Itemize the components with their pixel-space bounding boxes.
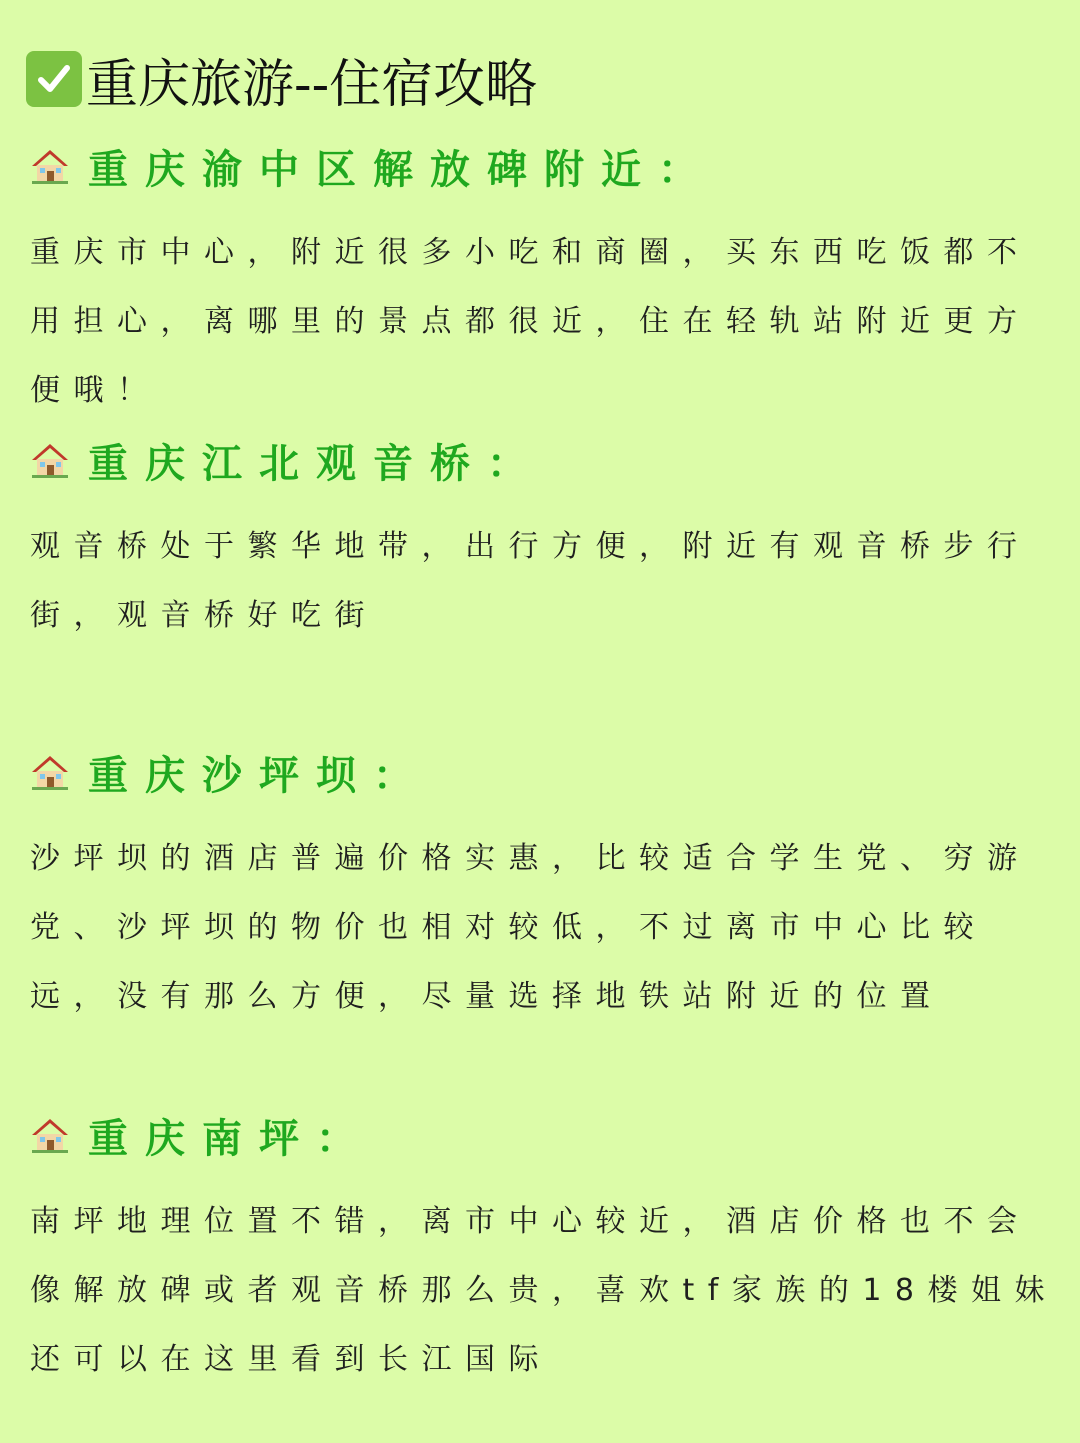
check-mark-button-icon xyxy=(26,51,82,107)
section-heading-row xyxy=(30,430,1060,490)
section-body: 南坪地理位置不错，离市中心较近，酒店价格也不会像解放碑或者观音桥那么贵，喜欢tf家族的18楼姐妹还可以在这里看到长江国际 xyxy=(30,1204,1058,1377)
section-body: 重庆市中心，附近很多小吃和商圈，买东西吃饭都不用担心，离哪里的景点都很近，住在轻轨站附近更方便哦！ xyxy=(30,235,1031,408)
section-jiefangbei xyxy=(30,136,1060,425)
house-icon xyxy=(30,440,70,480)
section-heading-row xyxy=(30,1105,1060,1165)
section-nanping xyxy=(30,1105,1060,1394)
section-heading-row xyxy=(30,742,1060,802)
section-guanyinqiao xyxy=(30,430,1060,650)
section-heading-row xyxy=(30,136,1060,196)
title-row xyxy=(26,44,537,114)
page-title: 重庆旅游--住宿攻略 xyxy=(86,54,538,115)
house-icon xyxy=(30,752,70,792)
section-heading: 重庆南坪： xyxy=(88,1115,373,1162)
section-body: 沙坪坝的酒店普遍价格实惠，比较适合学生党、穷游党、沙坪坝的物价也相对较低，不过离市中心比较远，没有那么方便，尽量选择地铁站附近的位置 xyxy=(30,841,1031,1014)
section-body: 观音桥处于繁华地带，出行方便，附近有观音桥步行街，观音桥好吃街 xyxy=(30,529,1031,633)
house-icon xyxy=(30,1115,70,1155)
section-shapingba xyxy=(30,742,1060,1031)
house-icon xyxy=(30,146,70,186)
section-heading: 重庆渝中区解放碑附近： xyxy=(88,146,715,193)
section-heading: 重庆江北观音桥： xyxy=(88,440,544,487)
section-heading: 重庆沙坪坝： xyxy=(88,752,430,799)
